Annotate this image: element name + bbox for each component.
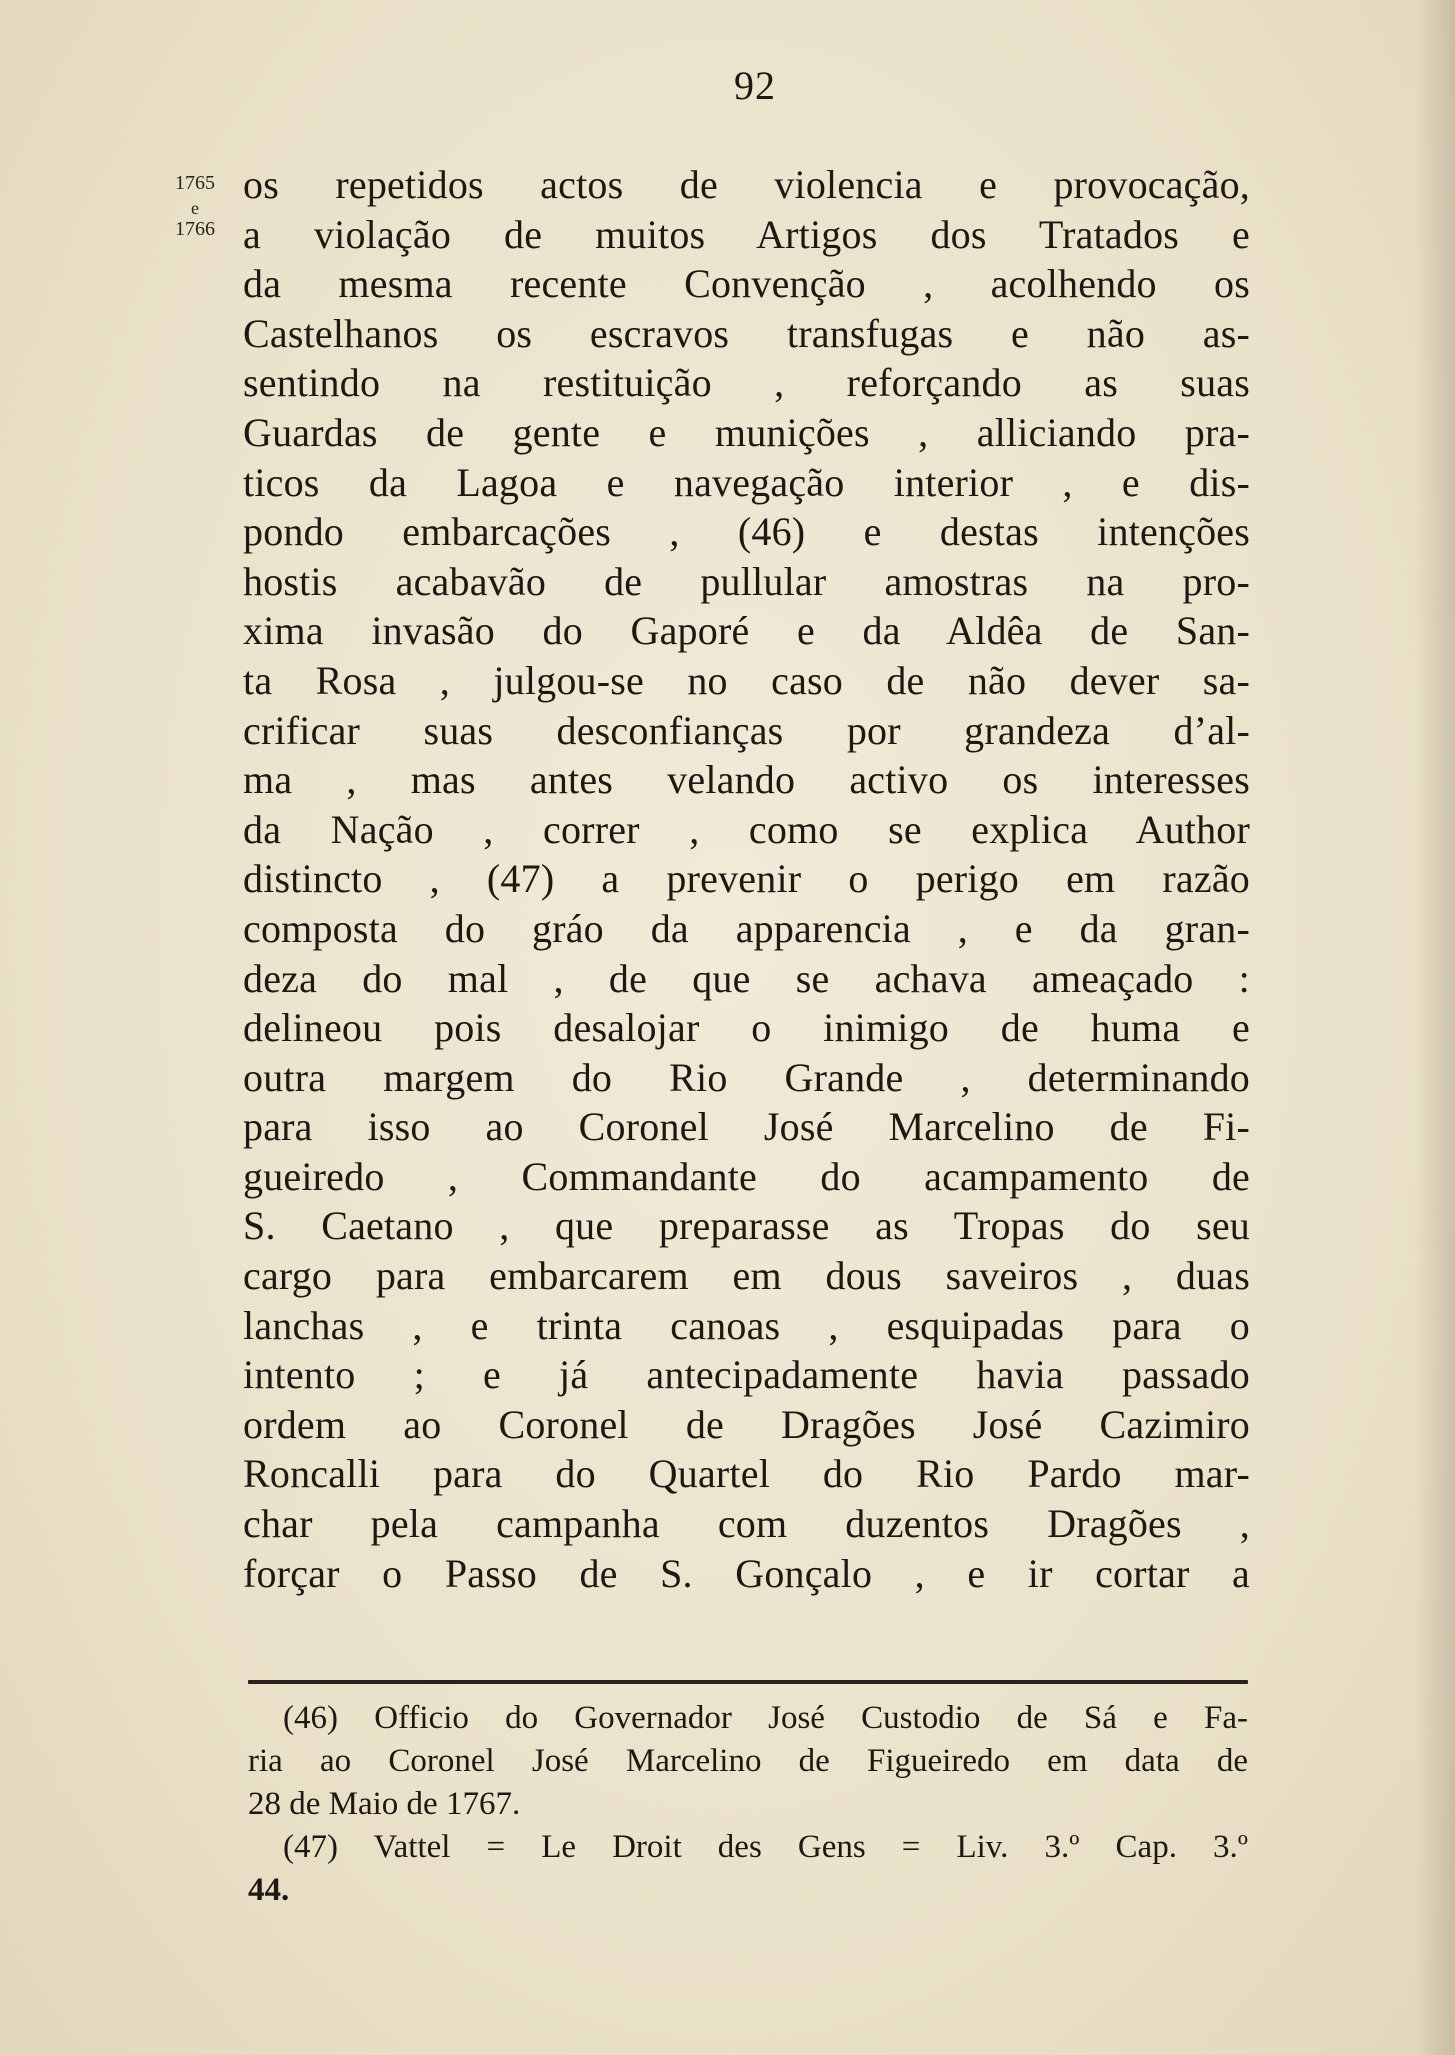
body-line: outra margem do Rio Grande , determinando bbox=[243, 1054, 1250, 1100]
body-line: gueiredo , Commandante do acampamento de bbox=[243, 1153, 1250, 1199]
body-line: intento ; e já antecipadamente havia passado bbox=[243, 1352, 1250, 1398]
body-line: distincto , (47) a prevenir o perigo em razão bbox=[243, 856, 1250, 902]
body-line: composta do gráo da apparencia , e da gran- bbox=[243, 905, 1250, 951]
footnote-46-line: 28 de Maio de 1767. bbox=[248, 1786, 521, 1822]
body-line: forçar o Passo de S. Gonçalo , e ir cortar a bbox=[243, 1550, 1250, 1596]
body-line: S. Caetano , que preparasse as Tropas do seu bbox=[243, 1203, 1250, 1249]
footnote-47-line: 44. bbox=[248, 1872, 290, 1908]
body-line: da Nação , correr , como se explica Author bbox=[243, 806, 1250, 852]
footnote-46-line: ria ao Coronel José Marcelino de Figueiredo em data de bbox=[248, 1743, 1248, 1779]
footnote-separator-rule bbox=[248, 1680, 1248, 1684]
body-line: pondo embarcações , (46) e destas intenções bbox=[243, 509, 1250, 555]
page-number: 92 bbox=[734, 63, 776, 108]
margin-year-from: 1765 bbox=[175, 172, 215, 194]
body-line: xima invasão do Gaporé e da Aldêa de San- bbox=[243, 608, 1250, 654]
body-line: delineou pois desalojar o inimigo de huma e bbox=[243, 1005, 1250, 1051]
body-line: a violação de muitos Artigos dos Tratados e bbox=[243, 211, 1250, 257]
margin-year-to: 1766 bbox=[175, 218, 215, 240]
body-line: ticos da Lagoa e navegação interior , e dis- bbox=[243, 459, 1250, 505]
margin-conjunction: e bbox=[191, 198, 199, 218]
footnotes bbox=[248, 1697, 1248, 1912]
body-line: deza do mal , de que se achava ameaçado : bbox=[243, 955, 1250, 1001]
body-line: para isso ao Coronel José Marcelino de Fi- bbox=[243, 1104, 1250, 1150]
body-line: hostis acabavão de pullular amostras na pro- bbox=[243, 558, 1250, 604]
body-line: char pela campanha com duzentos Dragões , bbox=[243, 1501, 1250, 1547]
page-edge-shadow bbox=[1415, 0, 1455, 2055]
body-line: sentindo na restituição , reforçando as suas bbox=[243, 360, 1250, 406]
body-line: os repetidos actos de violencia e provocação, bbox=[243, 162, 1250, 207]
body-line: ma , mas antes velando activo os interesses bbox=[243, 757, 1250, 803]
body-line: Roncalli para do Quartel do Rio Pardo mar- bbox=[243, 1451, 1250, 1497]
footnote-47-line: (47) Vattel = Le Droit des Gens = Liv. 3.º Cap. 3.º bbox=[283, 1829, 1248, 1865]
footnote-46-line: (46) Officio do Governador José Custodio de Sá e Fa- bbox=[283, 1700, 1248, 1736]
body-line: Castelhanos os escravos transfugas e não as- bbox=[243, 310, 1250, 356]
body-line: ordem ao Coronel de Dragões José Cazimiro bbox=[243, 1401, 1250, 1447]
body-text bbox=[243, 160, 1250, 1598]
body-line: da mesma recente Convenção , acolhendo os bbox=[243, 261, 1250, 307]
body-line: cargo para embarcarem em dous saveiros , duas bbox=[243, 1253, 1250, 1299]
body-line: crificar suas desconfianças por grandeza d’al- bbox=[243, 707, 1250, 753]
body-line: lanchas , e trinta canoas , esquipadas para o bbox=[243, 1302, 1250, 1348]
body-line: Guardas de gente e munições , alliciando pra- bbox=[243, 409, 1250, 455]
body-line: ta Rosa , julgou-se no caso de não dever sa- bbox=[243, 657, 1250, 703]
